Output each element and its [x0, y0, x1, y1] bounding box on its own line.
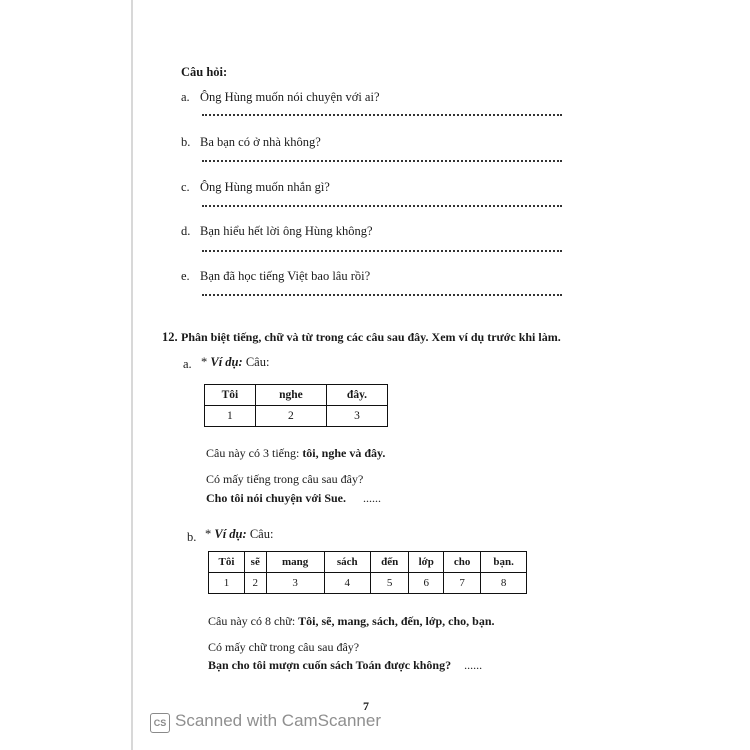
- part-a-example: [201, 355, 269, 370]
- table-cell: 3: [326, 406, 387, 427]
- part-b-sentence-line: [208, 658, 482, 673]
- example-label: Ví dụ:: [210, 355, 243, 369]
- part-b-example: [205, 527, 273, 542]
- example-table-a: [204, 384, 388, 427]
- answer-line-b[interactable]: [202, 160, 562, 162]
- table-row-numbers: [205, 406, 388, 427]
- part-a-sentence: Cho tôi nói chuyện với Sue.: [206, 491, 347, 505]
- answer-blank-a[interactable]: ......: [363, 491, 382, 505]
- table-cell: cho: [444, 552, 481, 573]
- table-cell: 3: [266, 573, 324, 594]
- table-cell: đây.: [326, 385, 387, 406]
- table-cell: Tôi: [205, 385, 256, 406]
- table-cell: sách: [324, 552, 370, 573]
- example-word: Câu:: [249, 527, 274, 541]
- table-cell: 1: [205, 406, 256, 427]
- question-e-text: Bạn đã học tiếng Việt bao lâu rồi?: [200, 269, 371, 283]
- table-cell: 2: [255, 406, 326, 427]
- answer-line-c[interactable]: [202, 205, 562, 207]
- table-cell: 4: [324, 573, 370, 594]
- table-cell: Tôi: [209, 552, 245, 573]
- part-b-question: Có mấy chữ trong câu sau đây?: [208, 640, 360, 654]
- page-edge: [131, 0, 133, 750]
- camscanner-watermark: Scanned with CamScanner: [175, 711, 382, 730]
- table-row-words: [205, 385, 388, 406]
- part-a-question: Có mấy tiếng trong câu sau đây?: [206, 472, 364, 486]
- part-b-explanation: [208, 614, 495, 629]
- question-a-text: Ông Hùng muốn nói chuyện với ai?: [200, 90, 380, 104]
- example-table-b: [208, 551, 527, 594]
- explanation-prefix: Câu này có 3 tiếng:: [206, 446, 300, 460]
- example-star: *: [205, 527, 212, 541]
- question-d-text: Bạn hiểu hết lời ông Hùng không?: [200, 224, 373, 238]
- table-cell: 1: [209, 573, 245, 594]
- question-c-text: Ông Hùng muốn nhắn gì?: [200, 180, 330, 194]
- table-cell: 8: [481, 573, 527, 594]
- table-cell: 7: [444, 573, 481, 594]
- explanation-items: tôi, nghe và đây.: [302, 446, 386, 460]
- answer-line-e[interactable]: [202, 294, 562, 296]
- example-word: Câu:: [245, 355, 270, 369]
- part-a-letter: a.: [183, 357, 192, 371]
- table-cell: sẽ: [244, 552, 266, 573]
- question-b-letter: b.: [181, 135, 191, 149]
- part-a-explanation: [206, 446, 385, 461]
- table-row-words: [209, 552, 527, 573]
- question-e-letter: e.: [181, 269, 190, 283]
- answer-line-a[interactable]: [202, 114, 562, 116]
- explanation-items: Tôi, sẽ, mang, sách, đến, lớp, cho, bạn.: [298, 614, 495, 628]
- example-star: *: [201, 355, 208, 369]
- part-b-sentence: Bạn cho tôi mượn cuốn sách Toán được không?: [208, 658, 452, 672]
- answer-blank-b[interactable]: ......: [464, 658, 483, 672]
- table-cell: đến: [370, 552, 409, 573]
- example-label: Ví dụ:: [214, 527, 247, 541]
- camscanner-logo: CS: [150, 713, 170, 733]
- question-a-letter: a.: [181, 90, 190, 104]
- table-cell: 6: [409, 573, 444, 594]
- questions-heading: Câu hỏi:: [181, 65, 228, 79]
- table-cell: nghe: [255, 385, 326, 406]
- answer-line-d[interactable]: [202, 250, 562, 252]
- part-a-sentence-line: [206, 491, 381, 506]
- table-cell: 2: [244, 573, 266, 594]
- table-cell: mang: [266, 552, 324, 573]
- exercise-instruction: Phân biệt tiếng, chữ và từ trong các câu sau đây. Xem ví dụ trước khi làm.: [181, 330, 561, 344]
- part-b-letter: b.: [187, 530, 197, 544]
- question-c-letter: c.: [181, 180, 190, 194]
- explanation-prefix: Câu này có 8 chữ:: [208, 614, 296, 628]
- table-cell: 5: [370, 573, 409, 594]
- table-cell: lớp: [409, 552, 444, 573]
- table-row-numbers: [209, 573, 527, 594]
- question-d-letter: d.: [181, 224, 191, 238]
- page-number: 7: [363, 699, 369, 713]
- exercise-number: 12.: [162, 330, 178, 344]
- table-cell: bạn.: [481, 552, 527, 573]
- question-b-text: Ba bạn có ở nhà không?: [200, 135, 321, 149]
